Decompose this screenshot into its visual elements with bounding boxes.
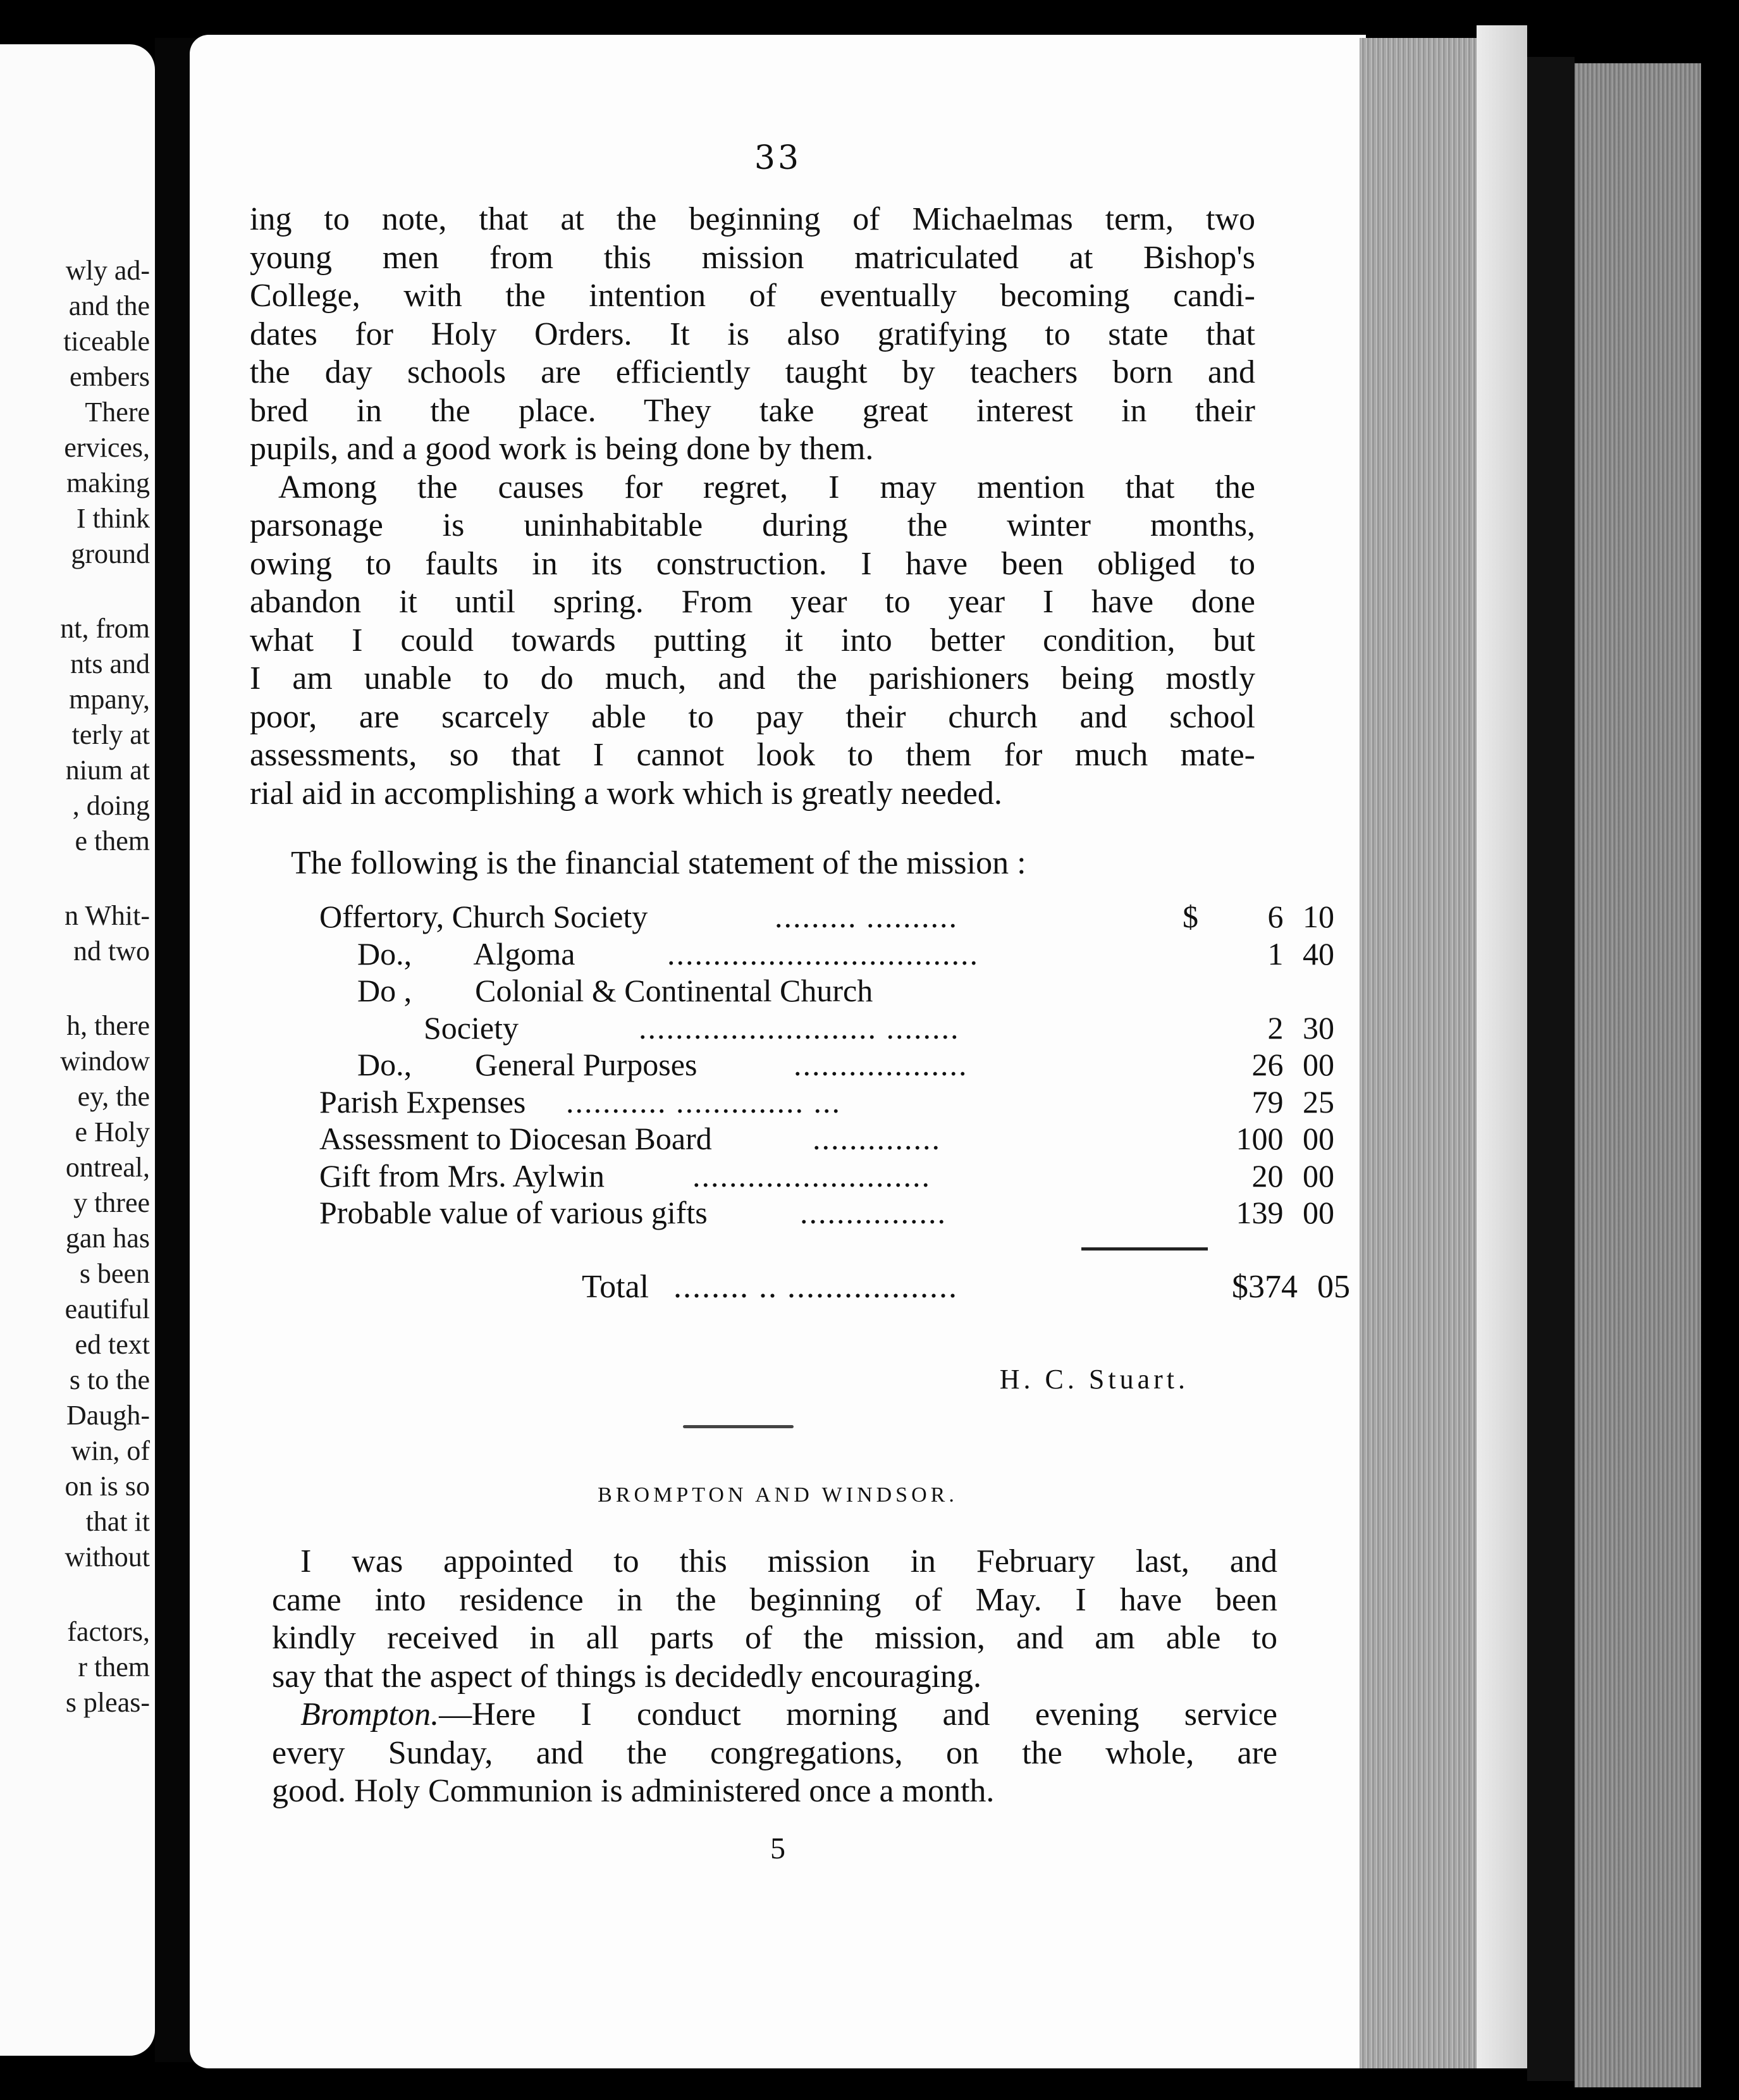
left-page-fragment: without: [65, 1541, 150, 1572]
left-page-fragment: n Whit-: [65, 900, 150, 931]
financial-row-amount: 79 25: [1251, 1084, 1334, 1120]
left-page-fragment: factors,: [67, 1616, 150, 1647]
financial-total-row: [582, 1268, 1350, 1310]
left-page-fragment: terly at: [71, 719, 150, 750]
left-page-fragment: gan has: [65, 1223, 150, 1254]
financial-row-leader: ......... ..........: [775, 899, 958, 934]
text-line: College, with the intention of eventually becoming candi-: [250, 278, 1255, 314]
text-line: parsonage is uninhabitable during the winter months,: [250, 507, 1255, 543]
text-line: kindly received in all parts of the mission, and am able to: [272, 1620, 1277, 1656]
left-page-fragment: and the: [68, 290, 150, 321]
total-rule: [1081, 1247, 1208, 1251]
paragraph-lead: Brompton.: [300, 1696, 439, 1732]
left-page-fragment: e them: [75, 825, 150, 856]
financial-row-leader: ........... .............. ...: [566, 1084, 841, 1120]
left-page-fragment: s pleas-: [65, 1687, 150, 1718]
text-line: abandon it until spring. From year to year I have done: [250, 584, 1255, 620]
section-heading: BROMPTON AND WINDSOR.: [598, 1483, 958, 1507]
page-block-edges: [1360, 38, 1477, 2068]
financial-row-label: Do., General Purposes: [357, 1047, 697, 1082]
financial-row: [319, 898, 1334, 936]
cover-shadow: [1527, 57, 1575, 2081]
book-page: [190, 35, 1366, 2068]
book-spine: [1575, 63, 1701, 2087]
total-dots: ........ .. ..................: [673, 1269, 958, 1305]
text-line: pupils, and a good work is being done by them.: [250, 431, 874, 467]
left-page-fragment: nts and: [70, 648, 150, 679]
financial-row-amount: 1 40: [1267, 936, 1334, 972]
left-page-fragment: I think: [76, 503, 150, 534]
left-page-fragment: ticeable: [63, 326, 150, 357]
left-page-fragment: e Holy: [75, 1116, 150, 1147]
left-facing-page: [0, 44, 155, 2056]
left-page-fragment: mpany,: [69, 684, 150, 715]
paragraph-appointment: [272, 1543, 1277, 1696]
financial-row-leader: ...................: [794, 1047, 968, 1082]
text-line: bred in the place. They take great interest in their: [250, 392, 1255, 429]
body-text-top: [250, 201, 1255, 813]
text-line: owing to faults in its construction. I have been obliged to: [250, 545, 1255, 582]
financial-row-leader: ..........................: [692, 1158, 931, 1194]
left-page-fragment: ground: [71, 538, 150, 569]
financial-row-label: Assessment to Diocesan Board: [319, 1121, 712, 1156]
financial-row: [319, 972, 1331, 1010]
left-page-fragment: embers: [69, 361, 150, 392]
left-page-fragment: eautiful: [65, 1294, 150, 1325]
financial-row: [319, 1084, 1334, 1121]
financial-row: [319, 936, 1334, 973]
section-divider: [683, 1425, 794, 1428]
financial-row-amount: 26 00: [1251, 1047, 1334, 1082]
left-page-fragment: ontreal,: [65, 1152, 150, 1183]
financial-row: [319, 1120, 1334, 1158]
financial-row-label: Offertory, Church Society: [319, 899, 648, 934]
text-line: young men from this mission matriculated at Bishop's: [250, 239, 1255, 276]
page-number: 33: [754, 139, 802, 177]
financial-statement-intro: The following is the financial statement of the mission :: [291, 845, 1026, 881]
financial-row-leader: ..................................: [667, 936, 979, 972]
body-text-bottom: [272, 1543, 1277, 1811]
financial-row-leader: ................: [800, 1195, 947, 1230]
text-line: came into residence in the beginning of May. I have been: [272, 1581, 1277, 1618]
text-line: what I could towards putting it into better condition, but: [250, 622, 1255, 658]
financial-statement-table: [319, 898, 1334, 1232]
financial-row-currency: $: [1183, 899, 1198, 934]
left-page-fragment: nt, from: [60, 613, 150, 644]
left-page-fragment: , doing: [72, 790, 150, 821]
financial-row-amount: 2 30: [1267, 1010, 1334, 1046]
total-amount: $374 05: [1232, 1269, 1350, 1305]
financial-row-leader: ..............: [813, 1121, 941, 1156]
financial-row-amount: 139 00: [1236, 1195, 1334, 1230]
text-line: good. Holy Communion is administered once a month.: [272, 1773, 995, 1809]
left-page-fragment: win, of: [71, 1435, 150, 1466]
signature-mark: 5: [770, 1832, 785, 1865]
left-page-fragment: that it: [85, 1506, 150, 1537]
left-page-fragment: ed text: [75, 1329, 150, 1360]
left-page-fragment: ey, the: [77, 1081, 150, 1112]
left-page-fragment: nd two: [73, 936, 150, 967]
text-line: poor, are scarcely able to pay their church and school: [250, 698, 1255, 735]
text-line: ing to note, that at the beginning of Michaelmas term, two: [250, 201, 1255, 237]
left-page-fragment: Daugh-: [66, 1400, 150, 1431]
financial-row-amount: 6 10: [1267, 899, 1334, 934]
financial-row-label: Society: [424, 1010, 519, 1046]
text-line: say that the aspect of things is decidedly encouraging.: [272, 1658, 982, 1695]
financial-row-leader: .......................... ........: [639, 1010, 960, 1046]
left-page-fragment: There: [85, 397, 150, 428]
left-page-fragment: s to the: [69, 1364, 150, 1395]
text-line: assessments, so that I cannot look to them for much mate-: [250, 737, 1255, 773]
signature: H. C. Stuart.: [999, 1364, 1189, 1395]
left-page-fragment: making: [66, 467, 150, 498]
left-page-fragment: r them: [78, 1652, 150, 1683]
text-line: rial aid in accomplishing a work which is greatly needed.: [250, 775, 1002, 812]
financial-row-label: Do , Colonial & Continental Church: [357, 973, 873, 1008]
text-line: I was appointed to this mission in February last, and: [300, 1543, 1277, 1579]
text-line: the day schools are efficiently taught by teachers born and: [250, 354, 1255, 390]
financial-row-label: Parish Expenses: [319, 1084, 526, 1120]
left-page-fragment: y three: [73, 1187, 150, 1218]
left-page-fragment: window: [60, 1046, 150, 1077]
total-label: Total: [582, 1269, 649, 1305]
text-line: I am unable to do much, and the parishioners being mostly: [250, 660, 1255, 696]
left-page-fragment: wly ad-: [65, 255, 150, 286]
financial-row: [319, 1046, 1334, 1084]
paragraph-brompton: [272, 1696, 1277, 1811]
financial-row: [319, 1158, 1334, 1195]
text-line: [272, 1696, 1277, 1734]
paragraph-causes-for-regret: [250, 469, 1255, 813]
left-page-fragment: on is so: [65, 1471, 150, 1502]
left-page-fragment: h, there: [66, 1010, 150, 1041]
left-page-fragment: s been: [79, 1258, 150, 1289]
left-page-fragment: ervices,: [64, 432, 150, 463]
financial-row-amount: 20 00: [1251, 1158, 1334, 1194]
text-line: dates for Holy Orders. It is also gratifying to state that: [250, 316, 1255, 352]
text-line: Among the causes for regret, I may mention that the: [278, 469, 1255, 505]
financial-row-label: Gift from Mrs. Aylwin: [319, 1158, 605, 1194]
financial-row: [319, 1010, 1334, 1047]
paragraph-lead-rest: —Here I conduct morning and evening service: [439, 1696, 1277, 1732]
left-page-fragment: nium at: [65, 755, 150, 786]
book-cover-edge: [1477, 25, 1527, 2068]
financial-row: [319, 1194, 1334, 1232]
financial-row-label: Probable value of various gifts: [319, 1195, 708, 1230]
text-line: every Sunday, and the congregations, on the whole, are: [272, 1734, 1277, 1771]
financial-row-label: Do., Algoma: [357, 936, 575, 972]
financial-row-amount: 100 00: [1236, 1121, 1334, 1156]
paragraph-mission-students: [250, 201, 1255, 469]
